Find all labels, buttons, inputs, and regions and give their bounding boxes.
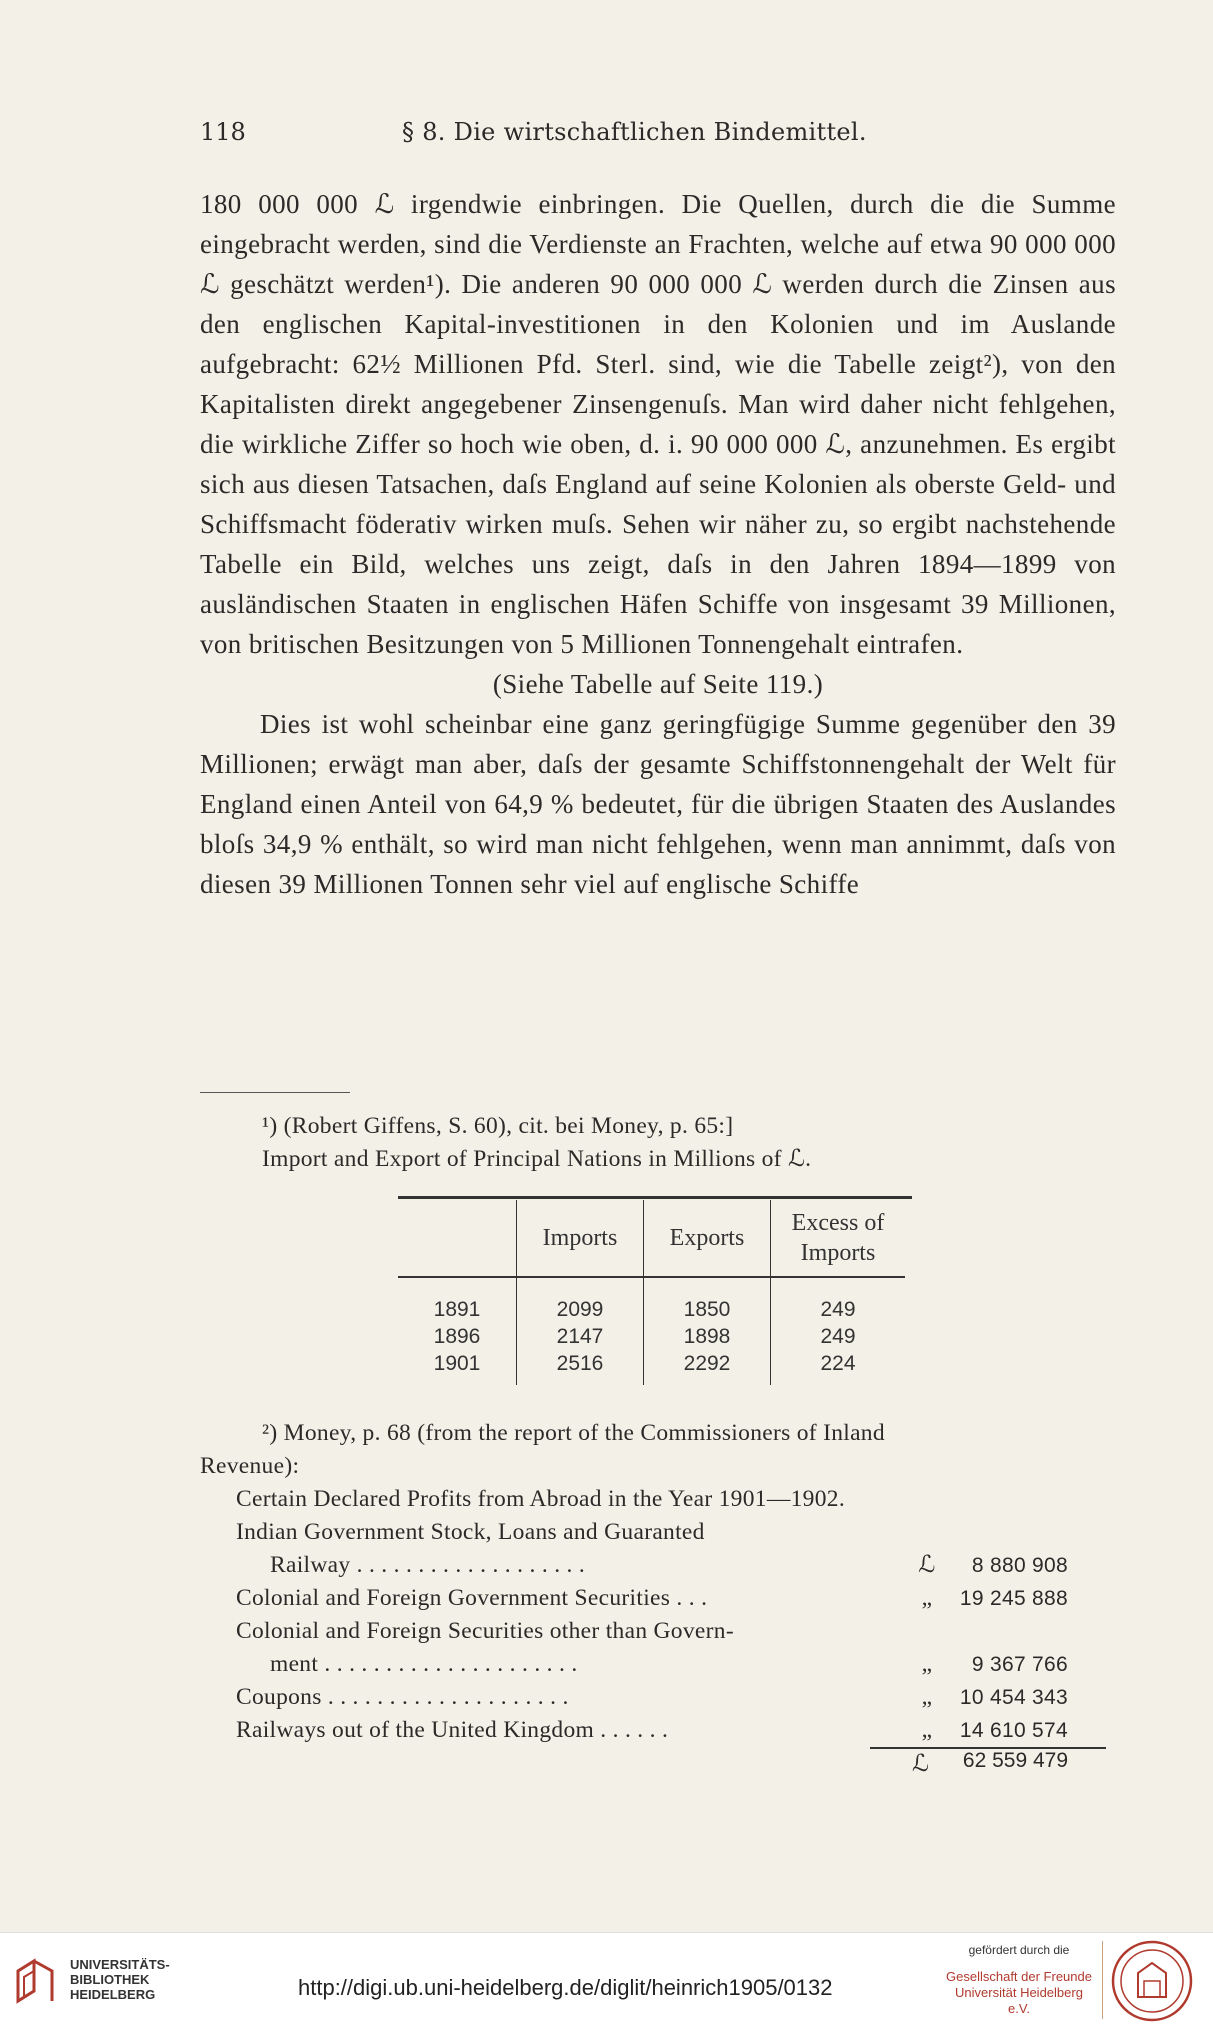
footnote-1-table-title: Import and Export of Principal Nations in Millions of ℒ. [262,1146,812,1172]
total-currency: ℒ [912,1751,929,1777]
footer-bar [0,1932,1213,2027]
table-header-year [398,1200,517,1277]
item-label: Railways out of the United Kingdom . . . . . . [236,1717,669,1743]
table-row [398,1323,905,1350]
table-cell: 1898 [644,1323,771,1350]
footnote-2-source: ²) Money, p. 68 (from the report of the Commissioners of Inland [262,1420,885,1446]
item-amount: 14 610 574 [959,1719,1068,1742]
item-amount: 9 367 766 [971,1653,1068,1676]
footnote-2-heading: Certain Declared Profits from Abroad in the Year 1901—1902. [236,1486,845,1512]
divider [1102,1941,1103,2019]
currency-sign: „ [921,1684,933,1710]
table-cell: 224 [771,1350,906,1385]
total-line [912,1749,1068,1778]
currency-sign: „ [921,1717,933,1743]
table-header-excess: Excess of Imports [771,1200,906,1277]
list-item [200,1648,1116,1681]
item-label: Colonial and Foreign Government Securities . . . [236,1585,708,1611]
library-name-line: HEIDELBERG [70,1987,156,2002]
table-row [398,1350,905,1385]
university-seal-icon [1110,1939,1194,2023]
list-item [200,1714,1116,1747]
page-number: 118 [200,118,246,146]
import-export-table [398,1200,905,1385]
currency-sign: ℒ [918,1552,936,1578]
item-amount: 8 880 908 [971,1554,1068,1577]
footnote-2-source-cont: Revenue): [200,1453,300,1479]
currency-sign: „ [921,1651,933,1677]
table-cell: 1891 [433,1298,481,1321]
footnote-2-indian-stock: Indian Government Stock, Loans and Guaranted [236,1519,705,1545]
table-row [398,1277,905,1323]
library-name [70,1957,170,2002]
item-amount: 10 454 343 [959,1686,1068,1709]
sponsor-name: Gesellschaft der Freunde [946,1969,1092,1984]
table-cell: 1896 [433,1325,481,1348]
footnote-2 [200,1417,1116,1747]
total-amount: 62 559 479 [962,1749,1068,1772]
paragraph-1: 180 000 000 ℒ irgendwie einbringen. Die Quellen, durch die die Summe eingebracht werden, sind die Verdienste an Frachten, welche auf etwa 90 000 000 ℒ geschätzt werden¹). Die anderen 90 000 000 ℒ werden durch die Zinsen aus den englischen Kapital-investitionen in den Kolonien und im Auslande aufgebracht: 62½ Millionen Pfd. Sterl. sind, wie die Tabelle zeigt²), von den Kapitalisten direkt angegebener Zinsengenuſs. Man wird daher nicht fehlgehen, die wirkliche Ziffer so hoch wie oben, d. i. 90 000 000 ℒ, anzunehmen. Es ergibt sich aus diesen Tatsachen, daſs England auf seine Kolonien als oberste Geld- und Schiffsmacht föderativ wirken muſs. Sehen wir näher zu, so ergibt nachstehende Tabelle ein Bild, welches uns zeigt, daſs in den Jahren 1894—1899 von ausländischen Staaten in englischen Häfen Schiffe von insgesamt 39 Millionen, von britischen Besitzungen von 5 Millionen Tonnengehalt eintrafen. [200,189,1116,659]
library-name-line: UNIVERSITÄTS- [70,1957,170,1972]
item-label: Railway . . . . . . . . . . . . . . . . . . . [270,1552,586,1578]
list-item [200,1681,1116,1714]
table-header-imports: Imports [517,1200,644,1277]
permalink-url[interactable]: http://digi.ub.uni-heidelberg.de/diglit/heinrich1905/0132 [298,1975,833,2000]
table-cell: 2292 [644,1350,771,1385]
currency-sign: „ [921,1585,933,1611]
table-cell: 2099 [517,1277,644,1323]
table-header-exports: Exports [644,1200,771,1277]
running-title: § 8. Die wirtschaftlichen Bindemittel. [402,118,867,146]
sponsor-credit [944,1943,1094,2017]
table-cell: 2516 [517,1350,644,1385]
see-table-note: (Siehe Tabelle auf Seite 119.) [492,669,824,699]
main-text [200,184,1116,904]
library-name-line: BIBLIOTHEK [70,1972,150,1987]
table-top-rule [398,1196,912,1199]
footnote-2-colonial-other: Colonial and Foreign Securities other than Govern- [236,1618,734,1644]
table-cell: 249 [771,1277,906,1323]
list-item [200,1549,1116,1582]
sponsor-intro: gefördert durch die [968,1943,1070,1957]
list-item [200,1582,1116,1615]
library-logo-icon [12,1957,60,2005]
footnote-1 [200,1110,1116,1176]
table-cell: 249 [771,1323,906,1350]
table-cell: 1901 [433,1352,481,1375]
paragraph-2: Dies ist wohl scheinbar eine ganz geringfügige Summe gegenüber den 39 Millionen; erwägt man aber, daſs der gesamte Schiffstonnengehalt der Welt für England einen Anteil von 64,9 % bedeutet, für die übrigen Staaten des Auslandes bloſs 34,9 % enthält, so wird man nicht fehlgehen, wenn man annimmt, daſs von diesen 39 Millionen Tonnen sehr viel auf englische Schiffe [200,709,1116,899]
item-amount: 19 245 888 [959,1587,1068,1610]
sponsor-name: Universität Heidelberg e.V. [955,1985,1083,2016]
item-label: Coupons . . . . . . . . . . . . . . . . . . . . [236,1684,569,1710]
table-cell: 2147 [517,1323,644,1350]
footnote-1-citation: ¹) (Robert Giffens, S. 60), cit. bei Money, p. 65:] [262,1113,734,1139]
footnote-separator [200,1092,350,1093]
running-header [200,118,1120,162]
item-label: ment . . . . . . . . . . . . . . . . . . . . . [270,1651,578,1677]
table-cell: 1850 [644,1277,771,1323]
